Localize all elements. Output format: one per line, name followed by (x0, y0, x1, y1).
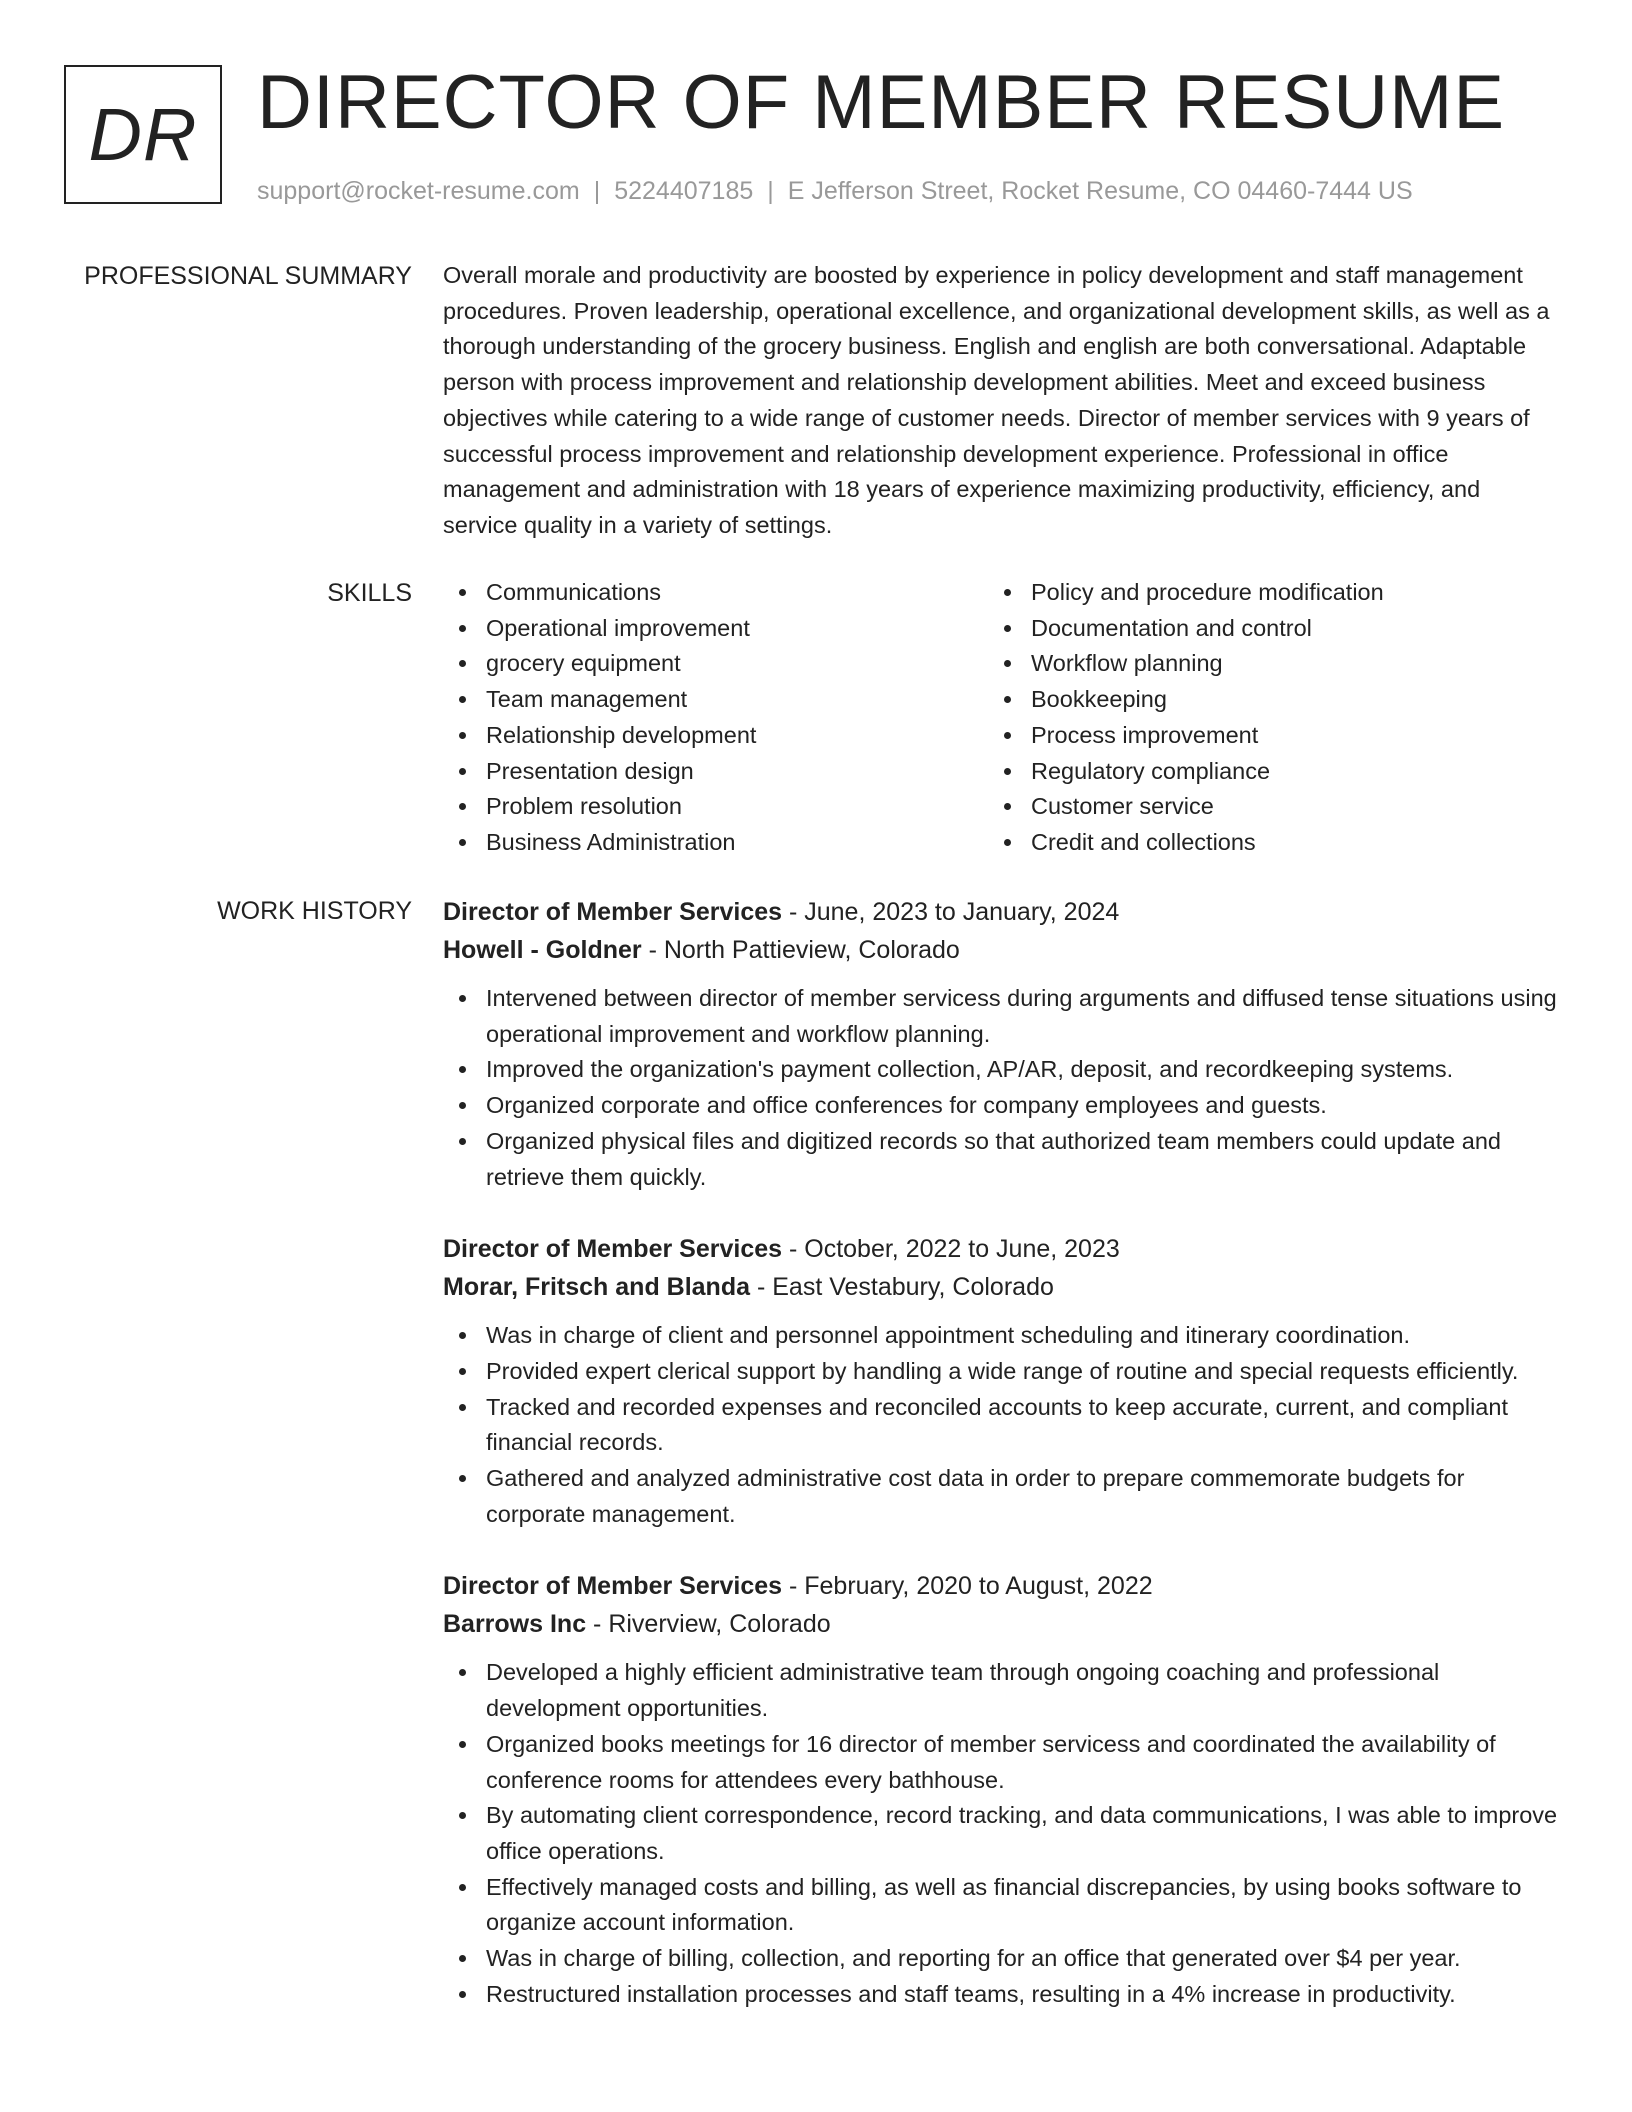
job-location: North Pattieview, Colorado (663, 936, 960, 964)
job-bullet: Developed a highly efficient administrative team through ongoing coaching and professional development opportunities. (443, 1655, 1558, 1726)
job-bullet: Organized corporate and office conferences for company employees and guests. (443, 1088, 1558, 1124)
monogram-initials: DR (88, 93, 198, 176)
contact-separator: | (767, 177, 774, 205)
contact-address: E Jefferson Street, Rocket Resume, CO 04460-7444 US (787, 177, 1413, 205)
contact-email: support@rocket-resume.com (257, 177, 580, 205)
job-company: Morar, Fritsch and Blanda (443, 1273, 751, 1302)
summary-paragraph: Overall morale and productivity are boosted by experience in policy development and staff management procedures. Proven leadership, operational excellence, and organizational development skills, as well as a thorough understanding of the grocery business. English and english are both conversational. Adaptable person with process improvement and relationship development abilities. Meet and exceed business objectives while catering to a wide range of customer needs. Director of member services with 9 years of successful process improvement and relationship development experience. Professional in office management and administration with 18 years of experience maximizing productivity, efficiency, and service quality in a variety of settings. (443, 262, 1550, 538)
job-bullet: Restructured installation processes and staff teams, resulting in a 4% increase in productivity. (443, 1977, 1558, 2013)
job-company: Howell - Goldner (443, 936, 642, 964)
dash-separator: - (586, 1610, 609, 1639)
skill-item: Team management (443, 682, 988, 718)
job-bullet: By automating client correspondence, record tracking, and data communications, I was able to improve office operations. (443, 1798, 1558, 1869)
job-bullet: Gathered and analyzed administrative cost data in order to prepare commemorate budgets for corporate management. (443, 1461, 1558, 1532)
contact-phone: 5224407185 (614, 177, 754, 205)
job-bullet: Was in charge of client and personnel appointment scheduling and itinerary coordination. (443, 1318, 1558, 1354)
resume-title: DIRECTOR OF MEMBER RESUME (257, 60, 1506, 145)
job-company-line (443, 1605, 1558, 1643)
job-entry (443, 893, 1558, 1195)
job-bullet: Provided expert clerical support by handling a wide range of routine and special requests efficiently. (443, 1354, 1558, 1390)
job-title: Director of Member Services (443, 898, 783, 926)
dash-separator: - (641, 936, 664, 964)
job-title-line (443, 1567, 1558, 1605)
skill-item: Policy and procedure modification (988, 575, 1533, 611)
job-title: Director of Member Services (443, 1235, 783, 1264)
skill-item: Communications (443, 575, 988, 611)
job-company: Barrows Inc (443, 1610, 587, 1639)
job-bullets (443, 1318, 1558, 1532)
contact-separator: | (593, 177, 601, 205)
job-bullet: Tracked and recorded expenses and reconciled accounts to keep accurate, current, and compliant financial records. (443, 1390, 1558, 1461)
skills-body (443, 575, 1558, 861)
dash-separator: - (782, 1572, 805, 1601)
job-company-line (443, 1268, 1558, 1306)
skills-list-left (443, 575, 988, 861)
skill-item: grocery equipment (443, 646, 988, 682)
job-title-line (443, 1230, 1558, 1268)
skill-item: Bookkeeping (988, 682, 1533, 718)
work-history-body (443, 893, 1558, 2047)
dash-separator: - (782, 898, 805, 926)
skill-item: Regulatory compliance (988, 754, 1533, 790)
dash-separator: - (782, 1235, 805, 1264)
skill-item: Documentation and control (988, 611, 1533, 647)
skill-item: Problem resolution (443, 789, 988, 825)
job-bullet: Organized books meetings for 16 director of member servicess and coordinated the availability of conference rooms for attendees every bathhouse. (443, 1727, 1558, 1798)
job-bullet: Improved the organization's payment collection, AP/AR, deposit, and recordkeeping systems. (443, 1052, 1558, 1088)
job-title: Director of Member Services (443, 1572, 783, 1601)
skill-item: Process improvement (988, 718, 1533, 754)
section-label-summary: PROFESSIONAL SUMMARY (84, 262, 412, 290)
job-entry (443, 1567, 1558, 2012)
skill-item: Operational improvement (443, 611, 988, 647)
job-company-line (443, 931, 1558, 969)
skill-item: Presentation design (443, 754, 988, 790)
job-dates: February, 2020 to August, 2022 (804, 1572, 1153, 1601)
skill-item: Customer service (988, 789, 1533, 825)
job-bullet: Organized physical files and digitized records so that authorized team members could update and retrieve them quickly. (443, 1124, 1558, 1195)
job-dates: June, 2023 to January, 2024 (804, 898, 1120, 926)
skill-item: Business Administration (443, 825, 988, 861)
skills-list-right (988, 575, 1533, 861)
job-dates: October, 2022 to June, 2023 (804, 1235, 1120, 1264)
job-bullet: Effectively managed costs and billing, as well as financial discrepancies, by using books software to organize account information. (443, 1870, 1558, 1941)
job-bullets (443, 981, 1558, 1195)
summary-body (443, 258, 1558, 544)
skill-item: Workflow planning (988, 646, 1533, 682)
skill-item: Credit and collections (988, 825, 1533, 861)
contact-line (257, 174, 1413, 208)
monogram-badge (64, 65, 222, 204)
dash-separator: - (750, 1273, 773, 1302)
job-location: Riverview, Colorado (608, 1610, 831, 1639)
section-label-work-history: WORK HISTORY (217, 897, 412, 925)
job-bullets (443, 1655, 1558, 2012)
job-title-line (443, 893, 1558, 931)
job-entry (443, 1230, 1558, 1532)
job-location: East Vestabury, Colorado (772, 1273, 1054, 1302)
skill-item: Relationship development (443, 718, 988, 754)
job-bullet: Was in charge of billing, collection, and reporting for an office that generated over $4 per year. (443, 1941, 1558, 1977)
section-label-skills: SKILLS (327, 579, 412, 607)
job-bullet: Intervened between director of member servicess during arguments and diffused tense situations using operational improvement and workflow planning. (443, 981, 1558, 1052)
